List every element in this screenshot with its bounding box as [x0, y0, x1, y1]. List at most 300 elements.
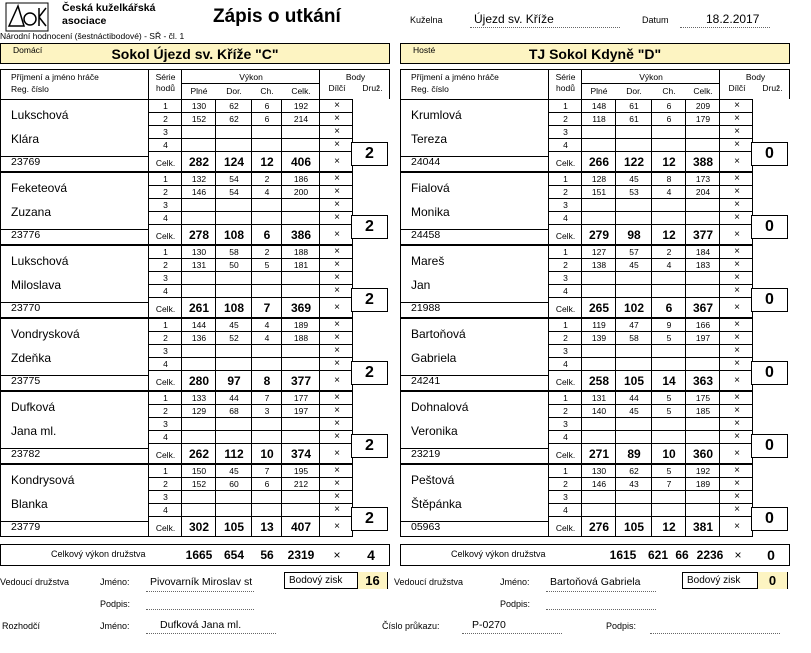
home-series-full[interactable]: 152 [191, 479, 207, 489]
guest-series-miss[interactable]: 5 [666, 393, 672, 403]
guest-series-full[interactable]: 138 [591, 260, 607, 270]
home-player-total-clear: 105 [223, 520, 245, 534]
home-series-x: × [334, 431, 340, 442]
guest-series-full[interactable]: 139 [591, 333, 607, 343]
row-line [548, 516, 753, 517]
guest-celk-label: Celk. [555, 304, 576, 314]
guest-total-miss: 66 [675, 548, 689, 562]
home-player-reg[interactable]: 23782 [11, 448, 41, 460]
home-player-total-sum: 386 [290, 228, 312, 242]
guest-player-total-sum: 388 [692, 155, 714, 169]
home-series-miss[interactable]: 3 [264, 406, 270, 416]
guest-series-clear[interactable]: 58 [629, 333, 639, 343]
guest-player-reg[interactable]: 24458 [411, 229, 441, 241]
home-player-points: 2 [351, 507, 388, 531]
home-player-total-clear: 112 [224, 447, 244, 461]
guest-player-surname[interactable]: Dohnalová [411, 400, 469, 414]
home-series-total[interactable]: 214 [293, 114, 309, 124]
guest-series-x: × [734, 504, 740, 515]
guest-series-miss[interactable]: 9 [666, 320, 672, 330]
guest-player-firstname[interactable]: Štěpánka [411, 497, 462, 511]
home-series-total[interactable]: 197 [293, 406, 309, 416]
home-player-block [0, 318, 353, 391]
home-series-miss[interactable]: 2 [264, 247, 270, 257]
row-line [1, 375, 148, 376]
guest-total-x: × [734, 448, 740, 459]
guest-series-total[interactable]: 184 [695, 247, 711, 257]
guest-player-total-sum: 377 [692, 228, 714, 242]
home-total-clear: 654 [223, 548, 245, 562]
guest-player-surname[interactable]: Bartoňová [411, 327, 466, 341]
guest-series-miss[interactable]: 8 [666, 174, 672, 184]
guest-player-reg[interactable]: 05963 [411, 521, 441, 533]
home-series-number: 4 [163, 432, 168, 442]
guest-player-surname[interactable]: Mareš [411, 254, 445, 268]
guest-series-full[interactable]: 151 [591, 187, 607, 197]
guest-player-block [400, 464, 753, 537]
home-total-full: 1665 [185, 548, 213, 562]
home-series-total[interactable]: 186 [293, 174, 309, 184]
guest-series-total[interactable]: 197 [695, 333, 711, 343]
home-leader-name[interactable]: Pivovarník Miroslav st [150, 576, 253, 588]
home-player-total-full: 262 [188, 447, 210, 461]
guest-series-x: × [734, 405, 740, 416]
home-gain-value: 16 [357, 572, 387, 589]
home-player-total-clear: 108 [223, 301, 245, 315]
home-player-reg[interactable]: 23770 [11, 302, 41, 314]
home-series-miss[interactable]: 7 [264, 466, 270, 476]
guest-series-total[interactable]: 183 [695, 260, 711, 270]
home-series-total[interactable]: 181 [293, 260, 309, 270]
license-value[interactable]: P-0270 [472, 619, 506, 631]
lane-label: Kuželna [410, 15, 443, 25]
guest-player-total-clear: 102 [623, 301, 645, 315]
guest-series-full[interactable]: 127 [591, 247, 607, 257]
guest-player-block [400, 318, 753, 391]
guest-series-number: 4 [563, 505, 568, 515]
guest-series-clear[interactable]: 61 [629, 101, 639, 111]
guest-series-full[interactable]: 119 [592, 320, 606, 330]
home-hdr-series2: hodů [156, 83, 175, 93]
guest-series-number: 3 [563, 127, 568, 137]
home-series-clear[interactable]: 45 [229, 466, 239, 476]
guest-player-block [400, 172, 753, 245]
guest-total-clear: 621 [647, 548, 669, 562]
home-series-miss[interactable]: 4 [264, 333, 270, 343]
home-hdr-miss: Ch. [260, 86, 274, 96]
guest-series-number: 1 [563, 466, 568, 476]
home-player-reg[interactable]: 23779 [11, 521, 41, 533]
home-series-miss[interactable]: 6 [264, 101, 270, 111]
guest-series-full[interactable]: 140 [591, 406, 607, 416]
guest-series-total[interactable]: 192 [695, 466, 711, 476]
home-player-total-sum: 406 [290, 155, 312, 169]
guest-player-reg[interactable]: 21988 [411, 302, 441, 314]
row-line [148, 224, 353, 225]
home-series-x: × [334, 504, 340, 515]
org-name-1: Česká kuželkářská [62, 2, 156, 14]
home-player-reg[interactable]: 23769 [11, 156, 41, 168]
home-series-clear[interactable]: 50 [229, 260, 239, 270]
guest-player-points: 0 [751, 215, 788, 239]
guest-signature-field[interactable] [546, 598, 656, 610]
home-series-clear[interactable]: 54 [229, 174, 239, 184]
guest-series-full[interactable]: 148 [591, 101, 607, 111]
home-series-number: 3 [163, 273, 168, 283]
guest-player-total-sum: 367 [692, 301, 714, 315]
home-series-number: 4 [163, 140, 168, 150]
home-series-full[interactable]: 130 [191, 101, 207, 111]
home-player-surname[interactable]: Dufková [11, 400, 56, 414]
home-player-firstname[interactable]: Zdeňka [11, 351, 52, 365]
home-player-block [0, 172, 353, 245]
guest-total-x: × [734, 229, 740, 240]
guest-player-firstname[interactable]: Gabriela [411, 351, 457, 365]
home-signature-field[interactable] [146, 598, 254, 610]
referee-name-label: Jméno: [100, 621, 130, 631]
home-series-full[interactable]: 130 [191, 247, 207, 257]
home-player-points: 2 [351, 215, 388, 239]
home-series-full[interactable]: 129 [191, 406, 207, 416]
guest-total-x: × [734, 156, 740, 167]
home-total-x: × [333, 548, 341, 562]
guest-total-x: × [734, 302, 740, 313]
referee-name[interactable]: Dufková Jana ml. [160, 619, 242, 631]
guest-player-surname[interactable]: Krumlová [411, 108, 462, 122]
home-team-name: Sokol Újezd sv. Kříže "C" [111, 46, 279, 62]
home-series-x: × [334, 173, 340, 184]
home-player-total-miss: 8 [263, 374, 271, 388]
home-series-miss[interactable]: 2 [264, 174, 270, 184]
home-series-x: × [334, 491, 340, 502]
guest-series-x: × [734, 212, 740, 223]
home-player-surname[interactable]: Kondrysová [11, 473, 75, 487]
home-series-x: × [334, 139, 340, 150]
guest-series-number: 3 [563, 200, 568, 210]
guest-total-x: × [734, 521, 740, 532]
home-series-total[interactable]: 192 [293, 101, 309, 111]
guest-player-reg[interactable]: 24044 [411, 156, 441, 168]
guest-series-number: 3 [563, 346, 568, 356]
home-series-total[interactable]: 212 [293, 479, 309, 489]
home-player-total-sum: 369 [290, 301, 312, 315]
guest-player-total-sum: 360 [692, 447, 714, 461]
guest-series-x: × [734, 126, 740, 137]
home-series-miss[interactable]: 4 [264, 320, 270, 330]
home-series-clear[interactable]: 68 [229, 406, 239, 416]
guest-series-full[interactable]: 131 [591, 393, 607, 403]
home-series-clear[interactable]: 60 [229, 479, 239, 489]
home-player-total-clear: 108 [223, 228, 245, 242]
home-series-number: 2 [163, 479, 168, 489]
guest-series-number: 1 [563, 101, 568, 111]
home-series-total[interactable]: 177 [293, 393, 309, 403]
guest-series-clear[interactable]: 57 [629, 247, 639, 257]
home-series-number: 4 [163, 505, 168, 515]
guest-series-miss[interactable]: 7 [666, 479, 672, 489]
home-series-total[interactable]: 188 [293, 333, 309, 343]
guest-series-miss[interactable]: 5 [666, 333, 672, 343]
home-series-number: 1 [163, 320, 168, 330]
home-series-full[interactable]: 132 [191, 174, 207, 184]
guest-series-miss[interactable]: 6 [666, 114, 672, 124]
guest-series-x: × [734, 332, 740, 343]
home-series-clear[interactable]: 54 [229, 187, 239, 197]
guest-total-x: × [734, 548, 742, 562]
guest-player-points: 0 [751, 361, 788, 385]
home-leader-label: Vedoucí družstva [0, 577, 70, 587]
home-series-total[interactable]: 195 [293, 466, 309, 476]
home-series-full[interactable]: 144 [191, 320, 207, 330]
home-player-firstname[interactable]: Miloslava [11, 278, 62, 292]
home-player-points: 2 [351, 288, 388, 312]
guest-player-total-miss: 6 [665, 301, 673, 315]
guest-series-clear[interactable]: 62 [629, 466, 639, 476]
guest-hdr-team: Druž. [762, 83, 783, 93]
guest-series-miss[interactable]: 5 [666, 466, 672, 476]
guest-player-firstname[interactable]: Tereza [411, 132, 448, 146]
home-player-block [0, 245, 353, 318]
home-series-total[interactable]: 188 [293, 247, 309, 257]
guest-gain-box [682, 572, 788, 589]
home-player-total-sum: 407 [290, 520, 312, 534]
referee-signature-label: Podpis: [606, 621, 637, 631]
home-celk-label: Celk. [155, 523, 176, 533]
home-player-total-miss: 7 [263, 301, 271, 315]
row-line [401, 302, 548, 303]
home-series-full[interactable]: 136 [191, 333, 207, 343]
guest-total-label: Celkový výkon družstva [451, 549, 546, 559]
home-series-total[interactable]: 189 [293, 320, 309, 330]
guest-series-full[interactable]: 118 [592, 114, 606, 124]
guest-player-total-clear: 98 [627, 228, 641, 242]
guest-series-clear[interactable]: 45 [629, 260, 639, 270]
home-series-x: × [334, 358, 340, 369]
home-series-clear[interactable]: 44 [229, 393, 239, 403]
home-hdr-points: Body [345, 72, 366, 82]
home-player-surname[interactable]: Lukschová [11, 108, 69, 122]
guest-series-x: × [734, 358, 740, 369]
guest-series-full[interactable]: 146 [591, 479, 607, 489]
guest-series-number: 2 [563, 187, 568, 197]
guest-player-reg[interactable]: 23219 [411, 448, 441, 460]
home-series-full[interactable]: 133 [191, 393, 207, 403]
guest-series-miss[interactable]: 4 [666, 260, 672, 270]
home-series-number: 4 [163, 286, 168, 296]
guest-leader-label: Vedoucí družstva [394, 577, 464, 587]
guest-player-surname[interactable]: Fialová [411, 181, 450, 195]
home-series-miss[interactable]: 6 [264, 479, 270, 489]
guest-celk-label: Celk. [555, 231, 576, 241]
home-team-bar [0, 43, 390, 64]
guest-hdr-reg: Reg. číslo [411, 84, 449, 94]
guest-player-reg[interactable]: 24241 [411, 375, 441, 387]
home-series-clear[interactable]: 52 [229, 333, 239, 343]
guest-series-total[interactable]: 179 [695, 114, 711, 124]
home-series-number: 2 [163, 260, 168, 270]
date-value: 18.2.2017 [706, 12, 760, 26]
home-hdr-total: Celk. [291, 86, 311, 96]
home-total-pts: 4 [367, 547, 375, 563]
guest-series-full[interactable]: 130 [591, 466, 607, 476]
home-series-number: 2 [163, 333, 168, 343]
guest-series-x: × [734, 319, 740, 330]
home-series-clear[interactable]: 45 [229, 320, 239, 330]
row-line [148, 370, 353, 371]
guest-gain-value: 0 [757, 572, 787, 589]
guest-series-total[interactable]: 173 [695, 174, 711, 184]
home-hdr-team: Druž. [362, 83, 383, 93]
row-line [1, 521, 148, 522]
home-player-surname[interactable]: Feketeová [11, 181, 68, 195]
guest-leader-name[interactable]: Bartoňová Gabriela [550, 576, 641, 588]
home-series-clear[interactable]: 62 [229, 101, 239, 111]
home-series-x: × [334, 259, 340, 270]
guest-hdr-ind: Dílčí [728, 83, 746, 93]
home-series-miss[interactable]: 6 [264, 114, 270, 124]
guest-player-firstname[interactable]: Jan [411, 278, 431, 292]
home-player-firstname[interactable]: Jana ml. [11, 424, 57, 438]
home-player-reg[interactable]: 23776 [11, 229, 41, 241]
home-series-full[interactable]: 146 [191, 187, 207, 197]
home-player-reg[interactable]: 23775 [11, 375, 41, 387]
home-hdr-clear: Dor. [226, 86, 242, 96]
guest-hdr-clear: Dor. [626, 86, 642, 96]
home-series-full[interactable]: 131 [191, 260, 207, 270]
guest-player-total-full: 266 [588, 155, 610, 169]
guest-total-x: × [734, 375, 740, 386]
home-hdr-name: Příjmení a jméno hráče [11, 72, 99, 82]
guest-series-miss[interactable]: 5 [666, 406, 672, 416]
home-series-clear[interactable]: 58 [229, 247, 239, 257]
guest-series-x: × [734, 478, 740, 489]
home-caption: Domácí [13, 45, 43, 55]
guest-series-clear[interactable]: 47 [629, 320, 639, 330]
home-series-miss[interactable]: 5 [264, 260, 270, 270]
home-total-sum: 2319 [287, 548, 315, 562]
home-series-full[interactable]: 150 [191, 466, 207, 476]
home-series-x: × [334, 418, 340, 429]
row-line [1, 229, 148, 230]
guest-series-x: × [734, 392, 740, 403]
guest-player-points: 0 [751, 142, 788, 166]
home-player-surname[interactable]: Vondrysková [11, 327, 80, 341]
guest-series-full[interactable]: 128 [591, 174, 607, 184]
guest-player-block [400, 99, 753, 172]
home-player-block [0, 99, 353, 172]
guest-player-total-clear: 105 [623, 374, 645, 388]
guest-series-total[interactable]: 175 [695, 393, 711, 403]
guest-series-miss[interactable]: 2 [666, 247, 672, 257]
home-player-total-clear: 97 [227, 374, 241, 388]
home-series-miss[interactable]: 4 [264, 187, 270, 197]
home-series-full[interactable]: 152 [191, 114, 207, 124]
guest-player-firstname[interactable]: Veronika [411, 424, 458, 438]
guest-series-total[interactable]: 166 [695, 320, 711, 330]
guest-series-number: 3 [563, 273, 568, 283]
home-celk-label: Celk. [155, 158, 176, 168]
guest-series-miss[interactable]: 6 [666, 101, 672, 111]
home-series-number: 1 [163, 466, 168, 476]
guest-series-number: 3 [563, 492, 568, 502]
home-series-x: × [334, 478, 340, 489]
home-total-x: × [334, 229, 340, 240]
guest-series-clear[interactable]: 53 [629, 187, 639, 197]
home-player-firstname[interactable]: Blanka [11, 497, 48, 511]
row-line [401, 521, 548, 522]
guest-player-total-sum: 381 [692, 520, 714, 534]
guest-series-number: 1 [563, 393, 568, 403]
guest-series-clear[interactable]: 45 [629, 174, 639, 184]
home-player-firstname[interactable]: Klára [11, 132, 40, 146]
row-line [548, 443, 753, 444]
home-player-surname[interactable]: Lukschová [11, 254, 69, 268]
home-series-clear[interactable]: 62 [229, 114, 239, 124]
guest-series-clear[interactable]: 45 [629, 406, 639, 416]
row-line [401, 156, 548, 157]
guest-series-total[interactable]: 185 [695, 406, 711, 416]
home-player-total-sum: 374 [290, 447, 312, 461]
guest-series-x: × [734, 465, 740, 476]
home-player-points: 2 [351, 361, 388, 385]
guest-player-total-full: 258 [588, 374, 610, 388]
home-hdr-ind: Dílčí [328, 83, 346, 93]
guest-player-points: 0 [751, 434, 788, 458]
guest-series-miss[interactable]: 4 [666, 187, 672, 197]
referee-signature-field[interactable] [650, 622, 780, 634]
home-series-number: 4 [163, 213, 168, 223]
row-line [401, 229, 548, 230]
guest-player-total-miss: 12 [662, 520, 676, 534]
home-player-total-full: 261 [188, 301, 210, 315]
home-series-total[interactable]: 200 [293, 187, 309, 197]
guest-player-surname[interactable]: Peštová [411, 473, 455, 487]
row-line [1, 302, 148, 303]
home-player-total-sum: 377 [290, 374, 312, 388]
guest-caption: Hosté [413, 45, 436, 55]
row-line [401, 375, 548, 376]
home-series-number: 3 [163, 127, 168, 137]
home-series-number: 3 [163, 492, 168, 502]
guest-series-clear[interactable]: 61 [629, 114, 639, 124]
home-total-x: × [334, 156, 340, 167]
guest-series-number: 1 [563, 320, 568, 330]
row-line [148, 516, 353, 517]
guest-series-x: × [734, 199, 740, 210]
guest-series-total[interactable]: 209 [695, 101, 711, 111]
guest-total-full: 1615 [609, 548, 637, 562]
home-player-total-full: 302 [188, 520, 210, 534]
home-player-total-full: 282 [188, 155, 210, 169]
guest-hdr-total: Celk. [693, 86, 713, 96]
home-player-firstname[interactable]: Zuzana [11, 205, 52, 219]
guest-series-x: × [734, 173, 740, 184]
guest-player-firstname[interactable]: Monika [411, 205, 450, 219]
guest-series-number: 2 [563, 114, 568, 124]
guest-series-total[interactable]: 189 [695, 479, 711, 489]
row-line [148, 297, 353, 298]
home-series-miss[interactable]: 7 [264, 393, 270, 403]
home-signature-label: Podpis: [100, 599, 131, 609]
guest-column-header [400, 69, 790, 99]
guest-series-number: 4 [563, 140, 568, 150]
guest-series-total[interactable]: 204 [695, 187, 711, 197]
guest-series-clear[interactable]: 43 [629, 479, 639, 489]
guest-series-clear[interactable]: 44 [629, 393, 639, 403]
home-player-total-full: 278 [188, 228, 210, 242]
guest-series-x: × [734, 259, 740, 270]
guest-signature-label: Podpis: [500, 599, 531, 609]
